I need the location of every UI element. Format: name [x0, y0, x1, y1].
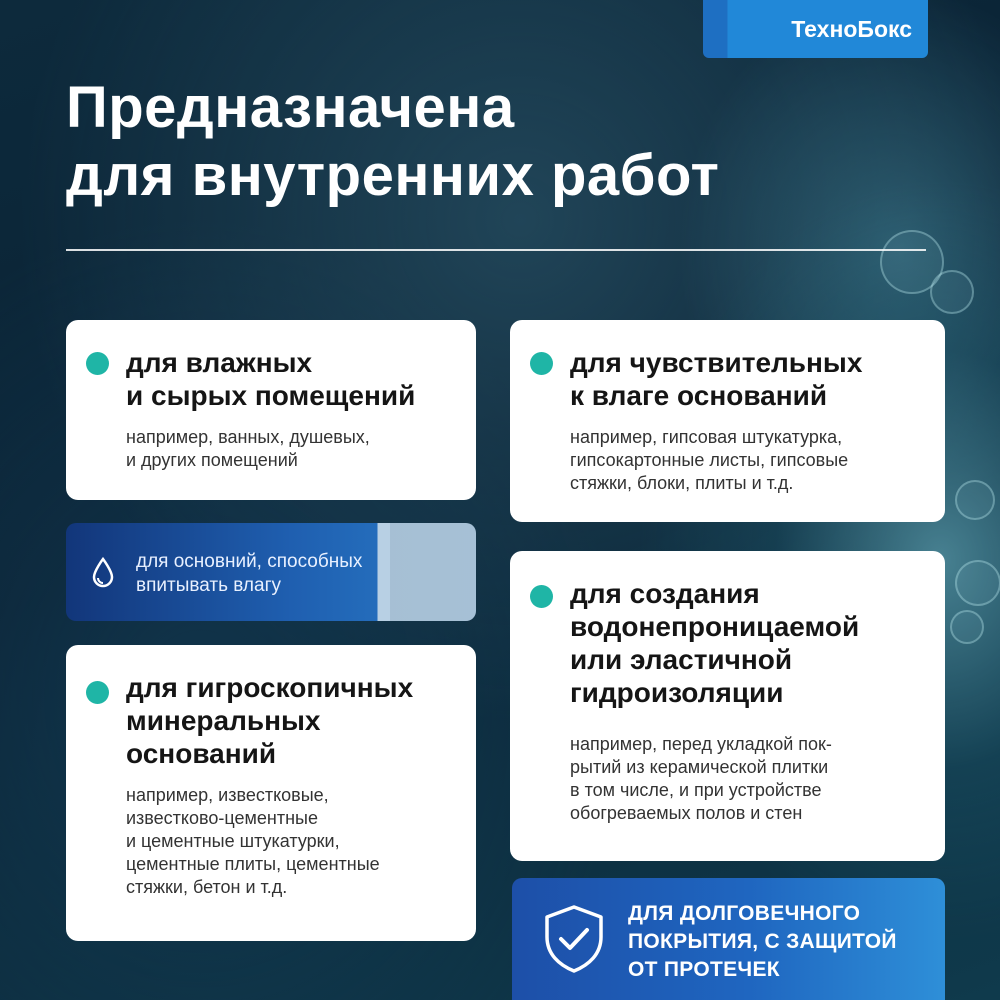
brand-label: ТехноБокс: [791, 15, 912, 42]
banner-text: ДЛЯ ДОЛГОВЕЧНОГО ПОКРЫТИЯ, С ЗАЩИТОЙ ОТ ПРОТЕЧЕК: [628, 902, 897, 981]
card-heading: для гигроскопичных минеральных оснований: [126, 672, 414, 769]
background-bubble: [955, 480, 995, 520]
bullet-dot: [530, 585, 553, 608]
title-divider: [66, 249, 926, 251]
card-heading: для создания водонепроницаемой или эластичной гидроизоляции: [570, 578, 860, 708]
banner-absorb-moisture: [66, 523, 476, 621]
card-waterproofing: [510, 551, 945, 861]
title-line: для внутренних работ: [66, 143, 720, 208]
water-drop-icon: [92, 557, 114, 589]
card-moisture-sensitive: [510, 320, 945, 522]
card-description: например, ванных, душевых, и других помещений: [126, 427, 370, 470]
bullet-dot: [86, 352, 109, 375]
background-bubble: [955, 560, 1000, 606]
card-hygroscopic: [66, 645, 476, 941]
banner-durable-coating: [512, 878, 945, 1000]
background-bubble: [950, 610, 984, 644]
card-description: например, известковые, известково-цементные и цементные штукатурки, цементные плиты, цементные стяжки, бетон и т.д.: [126, 785, 380, 897]
page-title: [66, 74, 719, 210]
card-heading: для чувствительных к влаге оснований: [570, 347, 863, 411]
card-description: например, гипсовая штукатурка, гипсокартонные листы, гипсовые стяжки, блоки, плиты и т.д.: [570, 427, 849, 493]
bullet-dot: [530, 352, 553, 375]
card-description: например, перед укладкой пок- рытий из керамической плитки в том числе, и при устройстве обогреваемых полов и стен: [570, 734, 832, 823]
card-humid-rooms: [66, 320, 476, 500]
shield-check-icon: [542, 904, 606, 974]
card-heading: для влажных и сырых помещений: [126, 347, 416, 411]
brand-logo: [703, 0, 928, 58]
background-bubble: [930, 270, 974, 314]
banner-text: для основний, способных впитывать влагу: [136, 551, 363, 596]
bullet-dot: [86, 681, 109, 704]
title-line: Предназначена: [66, 75, 515, 140]
